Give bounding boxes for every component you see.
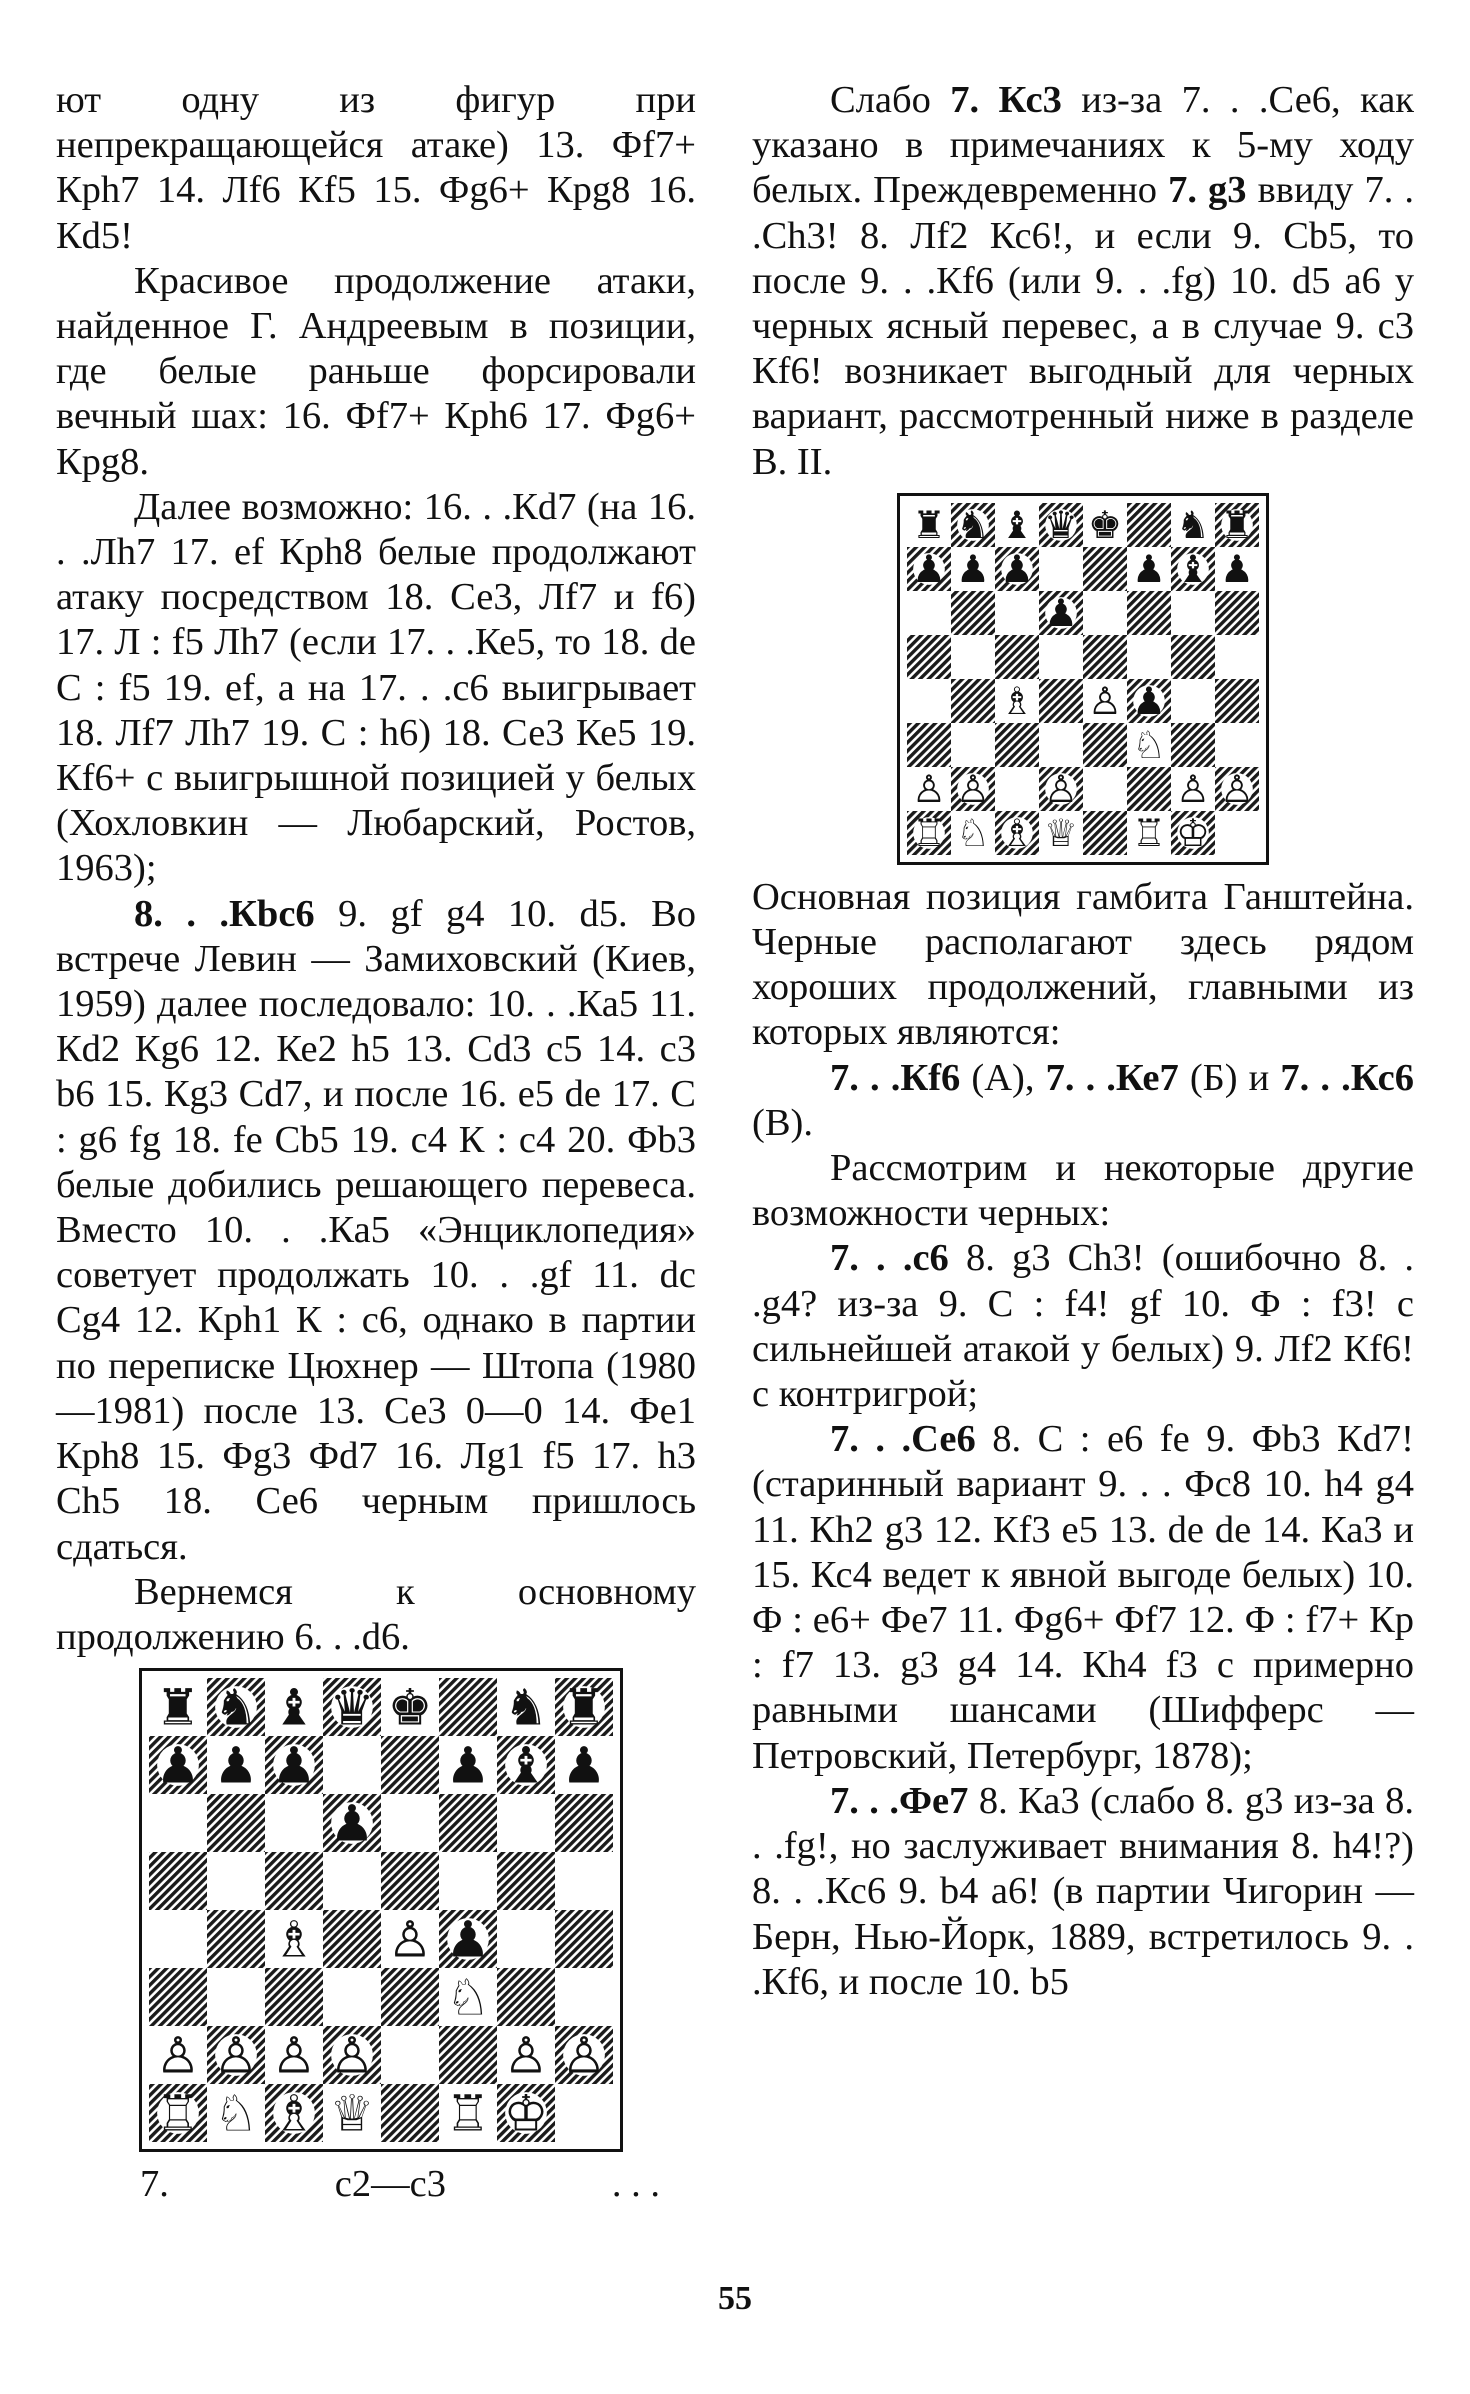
square-e2 xyxy=(381,2026,439,2084)
square-b3 xyxy=(207,1968,265,2026)
square-f8 xyxy=(1127,503,1171,547)
black-bishop-g7: ♝ xyxy=(503,1736,549,1795)
square-f8 xyxy=(439,1678,497,1736)
move-bold: 8. . .Кbс6 xyxy=(134,892,315,935)
square-e1 xyxy=(381,2084,439,2142)
text-run: 8. С : е6 fe 9. Фb3 Кd7! (старинный вариант 9. . . Фс8 10. h4 g4 11. Кh2 g3 12. Кf3 е5 13. de de 14. Ка3 и 15. Кс4 ведет к явной выгоде белых) 10. Ф : е6+ Фе7 11. Фg6+ Фf7 12. Ф : f7+ Кр : f7 13. g3 g4 14. Кh4 f3 с примерно равными шансами (Шифферс — Петровский, Петербург, 1878); xyxy=(752,1418,1414,1777)
black-knight-b8: ♞ xyxy=(956,503,990,548)
white-pawn-a2: ♙ xyxy=(912,767,946,812)
text-run: ввиду 7. . .Сh3! 8. Лf2 Кс6!, и если 9. Сb5, то после 9. . .Кf6 (или 9. . .fg) 10. d5 a6 у черных ясный перевес, а в случае 9. с3 Кf6! возникает выгодный для черных вариант, рассмотренный ниже в разделе В. II. xyxy=(752,169,1415,483)
square-h4 xyxy=(555,1910,613,1968)
square-d7 xyxy=(323,1736,381,1794)
text-run: 8. Ка3 (слабо 8. g3 из-за 8. . .fg!, но заслуживает внимания 8. h4!?) 8. . .Кс6 9. b4 a6! (в партии Чигорин — Берн, Нью-Йорк, 1889, встретилось 9. . .Кf6, и после 10. b5 xyxy=(752,1779,1414,2003)
black-pawn-f7: ♟ xyxy=(445,1736,491,1795)
black-pawn-h7: ♟ xyxy=(561,1736,607,1795)
square-c3 xyxy=(265,1968,323,2026)
chess-diagram-frame xyxy=(897,493,1269,865)
square-e5 xyxy=(381,1852,439,1910)
square-c5 xyxy=(995,635,1039,679)
paragraph xyxy=(56,892,696,1570)
square-g6 xyxy=(497,1794,555,1852)
white-queen-d1: ♕ xyxy=(329,2084,375,2143)
white-bishop-c4: ♗ xyxy=(1000,679,1034,724)
square-b3 xyxy=(951,723,995,767)
black-rook-h8: ♜ xyxy=(1220,503,1254,548)
move-bold: 7. Кс3 xyxy=(950,79,1062,121)
square-d7 xyxy=(1039,547,1083,591)
square-e5 xyxy=(1083,635,1127,679)
square-d3 xyxy=(323,1968,381,2026)
square-h1 xyxy=(555,2084,613,2142)
white-king-g1: ♔ xyxy=(503,2084,549,2143)
chess-diagram-wrap xyxy=(56,1668,696,2152)
square-d5 xyxy=(1039,635,1083,679)
paragraph xyxy=(752,1417,1414,1779)
square-b4 xyxy=(951,679,995,723)
square-h6 xyxy=(555,1794,613,1852)
square-e1 xyxy=(1083,811,1127,855)
white-pawn-g2: ♙ xyxy=(1176,767,1210,812)
paragraph xyxy=(752,1236,1414,1417)
white-rook-f1: ♖ xyxy=(445,2084,491,2143)
white-bishop-c1: ♗ xyxy=(1000,811,1034,855)
square-f2 xyxy=(1127,767,1171,811)
square-b6 xyxy=(951,591,995,635)
right-column xyxy=(752,78,1414,2005)
square-g4 xyxy=(497,1910,555,1968)
black-bishop-g7: ♝ xyxy=(1176,547,1210,592)
black-pawn-h7: ♟ xyxy=(1220,547,1254,592)
text-run: 9. gf g4 10. d5. Во встрече Левин — Замиховский (Киев, 1959) далее последовало: 10. . .Ка5 11. Кd2 Кg6 12. Ке2 h5 13. Сd3 с5 14. с3 b6 15. Кg3 Сd7, и после 16. е5 de 17. С : g6 fg 18. fe Сb5 19. с4 К : с4 20. Фb3 белые добились решающего перевеса. Вместо 10. . .Ка5 «Энциклопедия» советует продолжать 10. . .gf 11. dc Сg4 12. Крh1 К : с6, однако в партии по переписке Цюхнер — Штопа (1980—1981) после 13. Се3 0—0 14. Фе1 Крh8 15. Фg3 Фd7 16. Лg1 f5 17. h3 Сh5 18. Се6 черным пришлось сдаться. xyxy=(56,892,696,1568)
black-king-e8: ♚ xyxy=(1088,503,1122,548)
text-run: (Б) и xyxy=(1178,1056,1281,1099)
black-knight-g8: ♞ xyxy=(1176,503,1210,548)
black-rook-a8: ♜ xyxy=(912,503,946,548)
square-a6 xyxy=(907,591,951,635)
square-h6 xyxy=(1215,591,1259,635)
square-e3 xyxy=(381,1968,439,2026)
square-h5 xyxy=(555,1852,613,1910)
black-rook-h8: ♜ xyxy=(561,1678,607,1737)
white-pawn-a2: ♙ xyxy=(155,2026,201,2085)
white-pawn-b2: ♙ xyxy=(956,767,990,812)
square-g5 xyxy=(1171,635,1215,679)
black-knight-b8: ♞ xyxy=(213,1678,259,1737)
text-run: из-за 7. . .Се6, как указано в примечаниях к 5-му ходу белых. Преждевременно xyxy=(752,79,1414,212)
white-pawn-e4: ♙ xyxy=(387,1910,433,1969)
square-g6 xyxy=(1171,591,1215,635)
square-g5 xyxy=(497,1852,555,1910)
square-e6 xyxy=(1083,591,1127,635)
black-king-e8: ♚ xyxy=(387,1678,433,1737)
square-h4 xyxy=(1215,679,1259,723)
white-pawn-d2: ♙ xyxy=(329,2026,375,2085)
square-b5 xyxy=(951,635,995,679)
left-column xyxy=(56,78,696,2207)
paragraph xyxy=(752,1779,1414,2005)
text-run: (А), xyxy=(960,1056,1046,1099)
square-h3 xyxy=(555,1968,613,2026)
square-a5 xyxy=(907,635,951,679)
black-queen-d8: ♛ xyxy=(1044,503,1078,548)
text-run: Слабо xyxy=(830,79,951,121)
white-pawn-c2: ♙ xyxy=(271,2026,317,2085)
square-h1 xyxy=(1215,811,1259,855)
black-pawn-c7: ♟ xyxy=(1000,547,1034,592)
white-pawn-d2: ♙ xyxy=(1044,767,1078,812)
white-knight-b1: ♘ xyxy=(956,811,990,855)
white-queen-d1: ♕ xyxy=(1044,811,1078,855)
paragraph xyxy=(752,1056,1414,1146)
paragraph: Красивое продолжение атаки, найденное Г. Андреевым в позиции, где белые раньше форсировали вечный шах: 16. Фf7+ Крh6 17. Фg6+ Крg8. xyxy=(56,259,696,483)
square-g3 xyxy=(497,1968,555,2026)
square-f2 xyxy=(439,2026,497,2084)
white-rook-a1: ♖ xyxy=(155,2084,201,2143)
square-f6 xyxy=(1127,591,1171,635)
text-run: 8. g3 Сh3! (ошибочно 8. . .g4? из-за 9. С : f4! gf 10. Ф : f3! с сильнейшей атакой у белых) 9. Лf2 Кf6! с контригрой; xyxy=(752,1237,1414,1416)
square-d3 xyxy=(1039,723,1083,767)
square-h5 xyxy=(1215,635,1259,679)
white-pawn-e4: ♙ xyxy=(1088,679,1122,724)
main-move-line xyxy=(56,2162,696,2207)
square-c6 xyxy=(265,1794,323,1852)
chess-diagram-frame xyxy=(139,1668,623,2152)
black-rook-a8: ♜ xyxy=(155,1678,201,1737)
move-white: c2—c3 xyxy=(334,2163,446,2206)
square-e7 xyxy=(1083,547,1127,591)
square-b5 xyxy=(207,1852,265,1910)
square-b4 xyxy=(207,1910,265,1968)
move-black-ellipsis: . . . xyxy=(611,2163,660,2206)
square-a3 xyxy=(149,1968,207,2026)
square-d4 xyxy=(323,1910,381,1968)
square-d5 xyxy=(323,1852,381,1910)
move-bold: 7. . .Фе7 xyxy=(830,1779,969,1822)
square-f6 xyxy=(439,1794,497,1852)
white-pawn-h2: ♙ xyxy=(561,2026,607,2085)
white-rook-a1: ♖ xyxy=(912,811,946,855)
chess-diagram xyxy=(149,1678,613,2142)
square-e3 xyxy=(1083,723,1127,767)
black-pawn-f4: ♟ xyxy=(445,1910,491,1969)
white-knight-f3: ♘ xyxy=(1132,723,1166,768)
white-king-g1: ♔ xyxy=(1176,811,1210,855)
move-bold: 7. . .Кс6 xyxy=(1280,1056,1414,1099)
square-f5 xyxy=(439,1852,497,1910)
black-pawn-f7: ♟ xyxy=(1132,547,1166,592)
paragraph: Далее возможно: 16. . .Кd7 (на 16. . .Лh7 17. ef Крh8 белые продолжают атаку посредством 18. Се3, Лf7 и f6) 17. Л : f5 Лh7 (если 17. . .Ке5, то 18. de С : f5 19. ef, а на 17. . .с6 выигрывает 18. Лf7 Лh7 19. С : h6) 18. Се3 Ке5 19. Кf6+ с выигрышной позицией у белых (Хохловкин — Любарский, Ростов, 1963); xyxy=(56,485,696,890)
square-h3 xyxy=(1215,723,1259,767)
black-pawn-a7: ♟ xyxy=(912,547,946,592)
text-run: (В). xyxy=(752,1101,813,1144)
white-bishop-c4: ♗ xyxy=(271,1910,317,1969)
square-e2 xyxy=(1083,767,1127,811)
black-bishop-c8: ♝ xyxy=(271,1678,317,1737)
move-bold: 7. g3 xyxy=(1168,169,1247,212)
white-bishop-c1: ♗ xyxy=(271,2084,317,2143)
square-g4 xyxy=(1171,679,1215,723)
square-c6 xyxy=(995,591,1039,635)
square-a3 xyxy=(907,723,951,767)
square-c3 xyxy=(995,723,1039,767)
black-pawn-d6: ♟ xyxy=(1044,591,1078,636)
square-a5 xyxy=(149,1852,207,1910)
black-pawn-c7: ♟ xyxy=(271,1736,317,1795)
paragraph: ют одну из фигур при непрекращающейся атаке) 13. Фf7+ Крh7 14. Лf6 Кf5 15. Фg6+ Крg8 16. Кd5! xyxy=(56,79,696,257)
square-e7 xyxy=(381,1736,439,1794)
black-pawn-b7: ♟ xyxy=(956,547,990,592)
chess-diagram xyxy=(907,503,1259,855)
chess-diagram-wrap xyxy=(752,493,1414,865)
move-bold: 7. . .Кf6 xyxy=(830,1056,961,1099)
black-queen-d8: ♛ xyxy=(329,1678,375,1737)
black-pawn-f4: ♟ xyxy=(1132,679,1166,724)
square-c2 xyxy=(995,767,1039,811)
square-d4 xyxy=(1039,679,1083,723)
move-bold: 7. . .Ке7 xyxy=(1045,1056,1179,1099)
paragraph: Вернемся к основному продолжению 6. . .d6. xyxy=(56,1570,696,1658)
square-a6 xyxy=(149,1794,207,1852)
move-bold: 7. . .Се6 xyxy=(830,1418,976,1461)
black-pawn-a7: ♟ xyxy=(155,1736,201,1795)
square-a4 xyxy=(149,1910,207,1968)
square-f5 xyxy=(1127,635,1171,679)
move-bold: 7. . .с6 xyxy=(830,1237,949,1280)
white-pawn-g2: ♙ xyxy=(503,2026,549,2085)
white-pawn-h2: ♙ xyxy=(1220,767,1254,812)
black-bishop-c8: ♝ xyxy=(1000,503,1034,548)
square-e6 xyxy=(381,1794,439,1852)
white-pawn-b2: ♙ xyxy=(213,2026,259,2085)
black-pawn-b7: ♟ xyxy=(213,1736,259,1795)
page-number: 55 xyxy=(718,2280,752,2317)
square-a4 xyxy=(907,679,951,723)
white-knight-b1: ♘ xyxy=(213,2084,259,2143)
paragraph: Основная позиция гамбита Ганштейна. Черные располагают здесь рядом хороших продолжений, главными из которых являются: xyxy=(752,875,1414,1054)
white-knight-f3: ♘ xyxy=(445,1968,491,2027)
square-g3 xyxy=(1171,723,1215,767)
white-rook-f1: ♖ xyxy=(1132,811,1166,855)
move-number: 7. xyxy=(140,2163,169,2206)
square-b6 xyxy=(207,1794,265,1852)
paragraph: Рассмотрим и некоторые другие возможности черных: xyxy=(752,1147,1414,1235)
square-c5 xyxy=(265,1852,323,1910)
black-knight-g8: ♞ xyxy=(503,1678,549,1737)
black-pawn-d6: ♟ xyxy=(329,1794,375,1853)
paragraph xyxy=(752,78,1414,485)
